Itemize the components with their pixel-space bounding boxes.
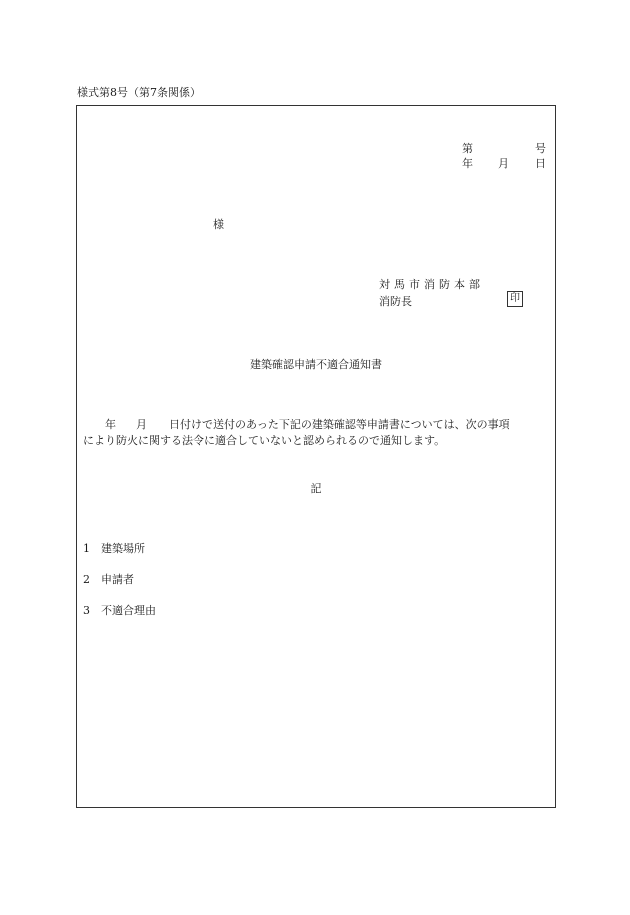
list-item-label: 申請者 bbox=[101, 573, 134, 586]
document-number-suffix: 号 bbox=[535, 142, 546, 155]
document-number-prefix: 第 bbox=[462, 142, 473, 155]
notice-body-line-1 bbox=[83, 417, 549, 433]
addressee-suffix: 様 bbox=[213, 218, 224, 231]
list-item bbox=[83, 540, 145, 556]
date-day-label: 日 bbox=[535, 157, 546, 170]
ki-heading: 記 bbox=[310, 482, 322, 495]
body-line-1-text: 日付けで送付のあった下記の建築確認等申請書については、次の事項 bbox=[169, 418, 510, 431]
list-item-label: 建築場所 bbox=[101, 542, 145, 555]
form-number: 様式第8号（第7条関係） bbox=[77, 86, 201, 99]
document-title: 建築確認申請不適合通知書 bbox=[250, 358, 382, 371]
body-year-label: 年 bbox=[105, 418, 116, 431]
list-item-number: 2 bbox=[83, 573, 90, 586]
list-item bbox=[83, 602, 156, 618]
seal-mark: 印 bbox=[507, 291, 523, 307]
list-item bbox=[83, 571, 134, 587]
issuer-title: 消防長 bbox=[379, 295, 412, 308]
list-item-number: 1 bbox=[83, 542, 90, 555]
list-item-number: 3 bbox=[83, 604, 90, 617]
notice-body bbox=[83, 417, 549, 449]
body-month-label: 月 bbox=[136, 418, 147, 431]
document-frame bbox=[76, 105, 556, 808]
issuer-organization: 対馬市消防本部 bbox=[379, 278, 484, 291]
date-year-label: 年 bbox=[462, 157, 473, 170]
notice-body-line-2: により防火に関する法令に適合していないと認められるので通知します。 bbox=[83, 434, 446, 447]
list-item-label: 不適合理由 bbox=[101, 604, 156, 617]
date-month-label: 月 bbox=[498, 157, 509, 170]
